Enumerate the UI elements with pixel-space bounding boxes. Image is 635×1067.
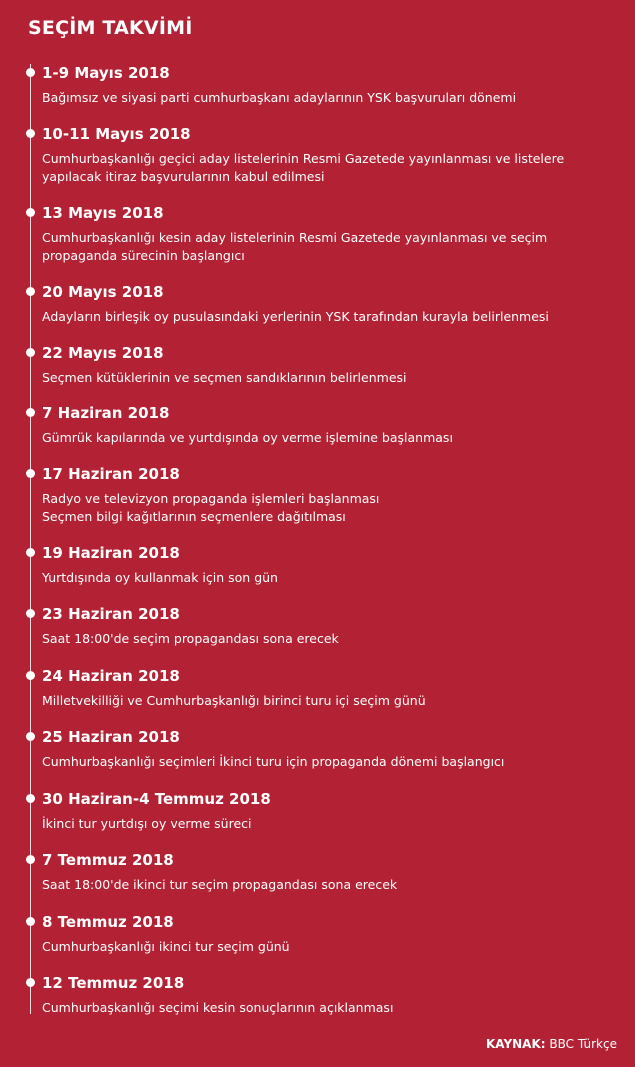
event-description: Cumhurbaşkanlığı seçimleri İkinci turu için propaganda dönemi başlangıcı	[42, 754, 505, 769]
event-description: Radyo ve televizyon propaganda işlemleri başlanması Seçmen bilgi kağıtlarının seçmenlere dağıtılması	[42, 491, 380, 524]
timeline-dot-icon	[26, 548, 35, 557]
source-value: BBC Türkçe	[549, 1037, 617, 1051]
event-date: 1-9 Mayıs 2018	[42, 64, 170, 82]
timeline-dot-icon	[26, 348, 35, 357]
timeline-dot-icon	[26, 408, 35, 417]
event-date: 7 Temmuz 2018	[42, 851, 174, 869]
source-label: KAYNAK:	[486, 1037, 546, 1051]
timeline-dot-icon	[26, 469, 35, 478]
event-date: 19 Haziran 2018	[42, 544, 180, 562]
event-description: Milletvekilliği ve Cumhurbaşkanlığı birinci turu içi seçim günü	[42, 693, 426, 708]
event-date: 25 Haziran 2018	[42, 728, 180, 746]
timeline-dot-icon	[26, 609, 35, 618]
event-description: Cumhurbaşkanlığı geçici aday listelerinin Resmi Gazetede yayınlanması ve listelere yapılacak itiraz başvurularının kabul edilmesi	[42, 151, 565, 184]
event-description: Cumhurbaşkanlığı ikinci tur seçim günü	[42, 939, 290, 954]
timeline-dot-icon	[26, 794, 35, 803]
event-date: 30 Haziran-4 Temmuz 2018	[42, 790, 271, 808]
event-description: Saat 18:00'de ikinci tur seçim propagandası sona erecek	[42, 877, 398, 892]
page-title: SEÇİM TAKVİMİ	[28, 17, 193, 39]
event-description: Adayların birleşik oy pusulasındaki yerlerinin YSK tarafından kurayla belirlenmesi	[42, 309, 549, 324]
timeline-dot-icon	[26, 129, 35, 138]
event-description: İkinci tur yurtdışı oy verme süreci	[42, 816, 252, 831]
event-date: 8 Temmuz 2018	[42, 913, 174, 931]
event-date: 20 Mayıs 2018	[42, 283, 164, 301]
event-description: Seçmen kütüklerinin ve seçmen sandıklarının belirlenmesi	[42, 370, 407, 385]
timeline-dot-icon	[26, 287, 35, 296]
event-date: 17 Haziran 2018	[42, 465, 180, 483]
event-date: 24 Haziran 2018	[42, 667, 180, 685]
timeline-dot-icon	[26, 917, 35, 926]
event-description: Cumhurbaşkanlığı seçimi kesin sonuçlarının açıklanması	[42, 1000, 394, 1015]
timeline-dot-icon	[26, 68, 35, 77]
event-description: Saat 18:00'de seçim propagandası sona erecek	[42, 631, 339, 646]
event-date: 10-11 Mayıs 2018	[42, 125, 191, 143]
event-description: Bağımsız ve siyasi parti cumhurbaşkanı adaylarının YSK başvuruları dönemi	[42, 90, 517, 105]
event-description: Cumhurbaşkanlığı kesin aday listelerinin Resmi Gazetede yayınlanması ve seçim propaganda sürecinin başlangıcı	[42, 230, 548, 263]
event-date: 12 Temmuz 2018	[42, 974, 185, 992]
event-date: 23 Haziran 2018	[42, 605, 180, 623]
event-date: 13 Mayıs 2018	[42, 204, 164, 222]
timeline-dot-icon	[26, 732, 35, 741]
source-credit	[486, 1036, 617, 1052]
event-description: Yurtdışında oy kullanmak için son gün	[42, 570, 278, 585]
timeline-dot-icon	[26, 855, 35, 864]
timeline-dot-icon	[26, 208, 35, 217]
event-date: 22 Mayıs 2018	[42, 344, 164, 362]
timeline-dot-icon	[26, 978, 35, 987]
event-date: 7 Haziran 2018	[42, 404, 170, 422]
timeline-dot-icon	[26, 671, 35, 680]
event-description: Gümrük kapılarında ve yurtdışında oy verme işlemine başlanması	[42, 430, 453, 445]
